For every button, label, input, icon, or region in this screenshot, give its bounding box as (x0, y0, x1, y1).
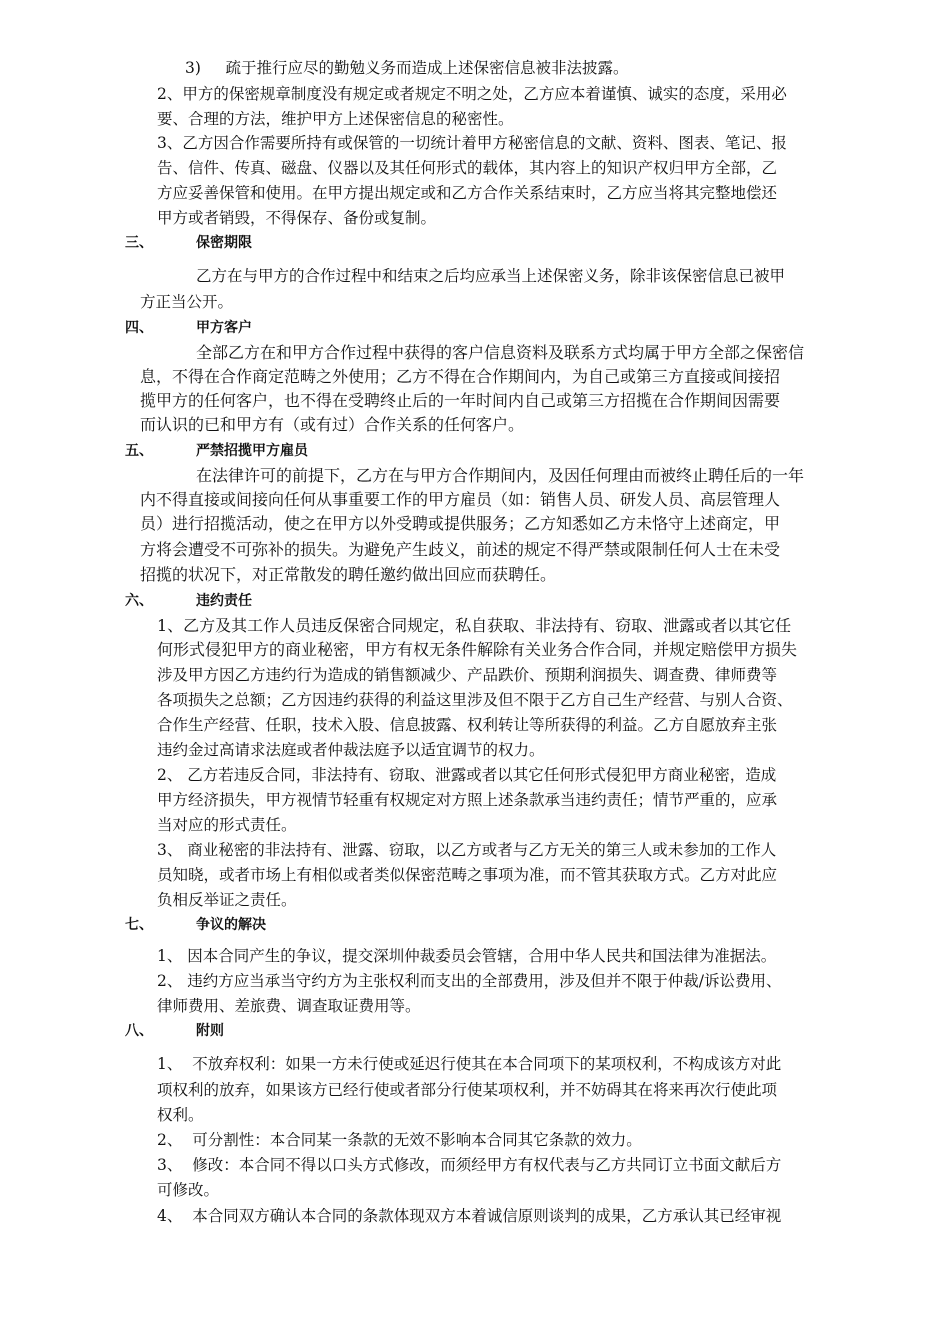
section-heading (0, 318, 950, 338)
text-line: 方将会遭受不可弥补的损失。为避免产生歧义，前述的规定不得严禁或限制任何人士在未受 (140, 540, 781, 559)
section-number: 七、 (125, 917, 153, 933)
text-line: 揽甲方的任何客户，也不得在受聘终止后的一年时间内自己或第三方招揽在合作期间因需要 (140, 391, 781, 410)
section-heading (0, 1021, 950, 1041)
text-line: 权利。 (157, 1106, 204, 1124)
text-line: 违约金过高请求法庭或者仲裁法庭予以适宜调节的权力。 (157, 741, 545, 759)
text-line: 3) 疏于推行应尽的勤勉义务而造成上述保密信息被非法披露。 (185, 59, 629, 77)
text-line: 2、 违约方应当承当守约方为主张权利而支出的全部费用，涉及但并不限于仲裁/诉讼费用、 (157, 972, 782, 990)
text-line: 涉及甲方因乙方违约行为造成的销售额减少、产品跌价、预期利润损失、调查费、律师费等 (157, 666, 778, 684)
text-line: 告、信件、传真、磁盘、仪器以及其任何形式的载体，其内容上的知识产权归甲方全部，乙 (157, 159, 778, 177)
section-title: 附则 (196, 1023, 224, 1039)
text-line: 要、合理的方法，维护甲方上述保密信息的秘密性。 (157, 110, 514, 128)
section-number: 五、 (125, 443, 153, 459)
text-line: 而认识的已和甲方有（或有过）合作关系的任何客户。 (140, 415, 525, 434)
text-line: 员知晓，或者市场上有相似或者类似保密范畴之事项为准，而不管其获取方式。乙方对此应 (157, 866, 778, 884)
section-title: 违约责任 (196, 593, 252, 609)
text-line: 1、 不放弃权利：如果一方未行使或延迟行使其在本合同项下的某项权利，不构成该方对此 (157, 1055, 782, 1073)
text-line: 内不得直接或间接向任何从事重要工作的甲方雇员（如：销售人员、研发人员、高层管理人 (140, 490, 781, 509)
text-line: 全部乙方在和甲方合作过程中获得的客户信息资料及联系方式均属于甲方全部之保密信 (196, 343, 805, 362)
section-title: 甲方客户 (196, 320, 252, 336)
text-line: 1、 因本合同产生的争议，提交深圳仲裁委员会管辖，合用中华人民共和国法律为准据法。 (157, 947, 777, 965)
text-line: 乙方在与甲方的合作过程中和结束之后均应承当上述保密义务，除非该保密信息已被甲 (196, 267, 786, 285)
text-line: 1、乙方及其工作人员违反保密合同规定，私自获取、非法持有、窃取、泄露或者以其它任 (157, 616, 792, 635)
text-line: 当对应的形式责任。 (157, 816, 297, 834)
section-number: 四、 (125, 320, 153, 336)
text-line: 3、 修改：本合同不得以口头方式修改，而须经甲方有权代表与乙方共同订立书面文献后方 (157, 1156, 782, 1174)
text-line: 负相反举证之责任。 (157, 891, 297, 909)
text-line: 合作生产经营、任职，技术入股、信息披露、权利转让等所获得的利益。乙方自愿放弃主张 (157, 716, 778, 734)
text-line: 各项损失之总额；乙方因违约获得的利益这里涉及但不限于乙方自己生产经营、与别人合资、 (157, 691, 793, 709)
text-line: 3、 商业秘密的非法持有、泄露、窃取，以乙方或者与乙方无关的第三人或未参加的工作人 (157, 841, 777, 859)
section-heading (0, 915, 950, 935)
text-line: 方正当公开。 (140, 293, 234, 311)
text-line: 2、 可分割性：本合同某一条款的无效不影响本合同其它条款的效力。 (157, 1131, 642, 1149)
text-line: 2、甲方的保密规章制度没有规定或者规定不明之处，乙方应本着谨慎、诚实的态度，采用必 (157, 85, 787, 103)
section-heading (0, 591, 950, 611)
section-title: 保密期限 (196, 235, 252, 251)
text-line: 招揽的状况下，对正常散发的聘任邀约做出回应而获聘任。 (140, 565, 557, 584)
section-heading (0, 233, 950, 253)
text-line: 可修改。 (157, 1181, 220, 1199)
text-line: 2、 乙方若违反合同，非法持有、窃取、泄露或者以其它任何形式侵犯甲方商业秘密，造成 (157, 766, 777, 784)
section-number: 八、 (125, 1023, 153, 1039)
text-line: 项权利的放弃，如果该方已经行使或者部分行使某项权利，并不妨碍其在将来再次行使此项 (157, 1081, 778, 1099)
section-heading (0, 441, 950, 461)
text-line: 方应妥善保管和使用。在甲方提出规定或和乙方合作关系结束时，乙方应当将其完整地偿还 (157, 184, 778, 202)
section-title: 争议的解决 (196, 917, 266, 933)
text-line: 员）进行招揽活动，使之在甲方以外受聘或提供服务；乙方知悉如乙方未恪守上述商定，甲 (140, 514, 781, 533)
section-number: 六、 (125, 593, 153, 609)
text-line: 4、 本合同双方确认本合同的条款体现双方本着诚信原则谈判的成果，乙方承认其已经审视 (157, 1207, 782, 1225)
text-line: 在法律许可的前提下，乙方在与甲方合作期间内，及因任何理由而被终止聘任后的一年 (196, 466, 805, 485)
text-line: 律师费用、差旅费、调查取证费用等。 (157, 997, 421, 1015)
text-line: 3、乙方因合作需要所持有或保管的一切统计着甲方秘密信息的文献、资料、图表、笔记、报 (157, 134, 787, 152)
section-number: 三、 (125, 235, 153, 251)
section-title: 严禁招揽甲方雇员 (196, 443, 308, 459)
text-line: 甲方经济损失，甲方视情节轻重有权规定对方照上述条款承当违约责任；情节严重的，应承 (157, 791, 778, 809)
text-line: 息，不得在合作商定范畴之外使用；乙方不得在合作期间内，为自己或第三方直接或间接招 (140, 367, 781, 386)
text-line: 何形式侵犯甲方的商业秘密，甲方有权无条件解除有关业务合作合同，并规定赔偿甲方损失 (157, 640, 798, 659)
text-line: 甲方或者销毁，不得保存、备份或复制。 (157, 209, 437, 227)
